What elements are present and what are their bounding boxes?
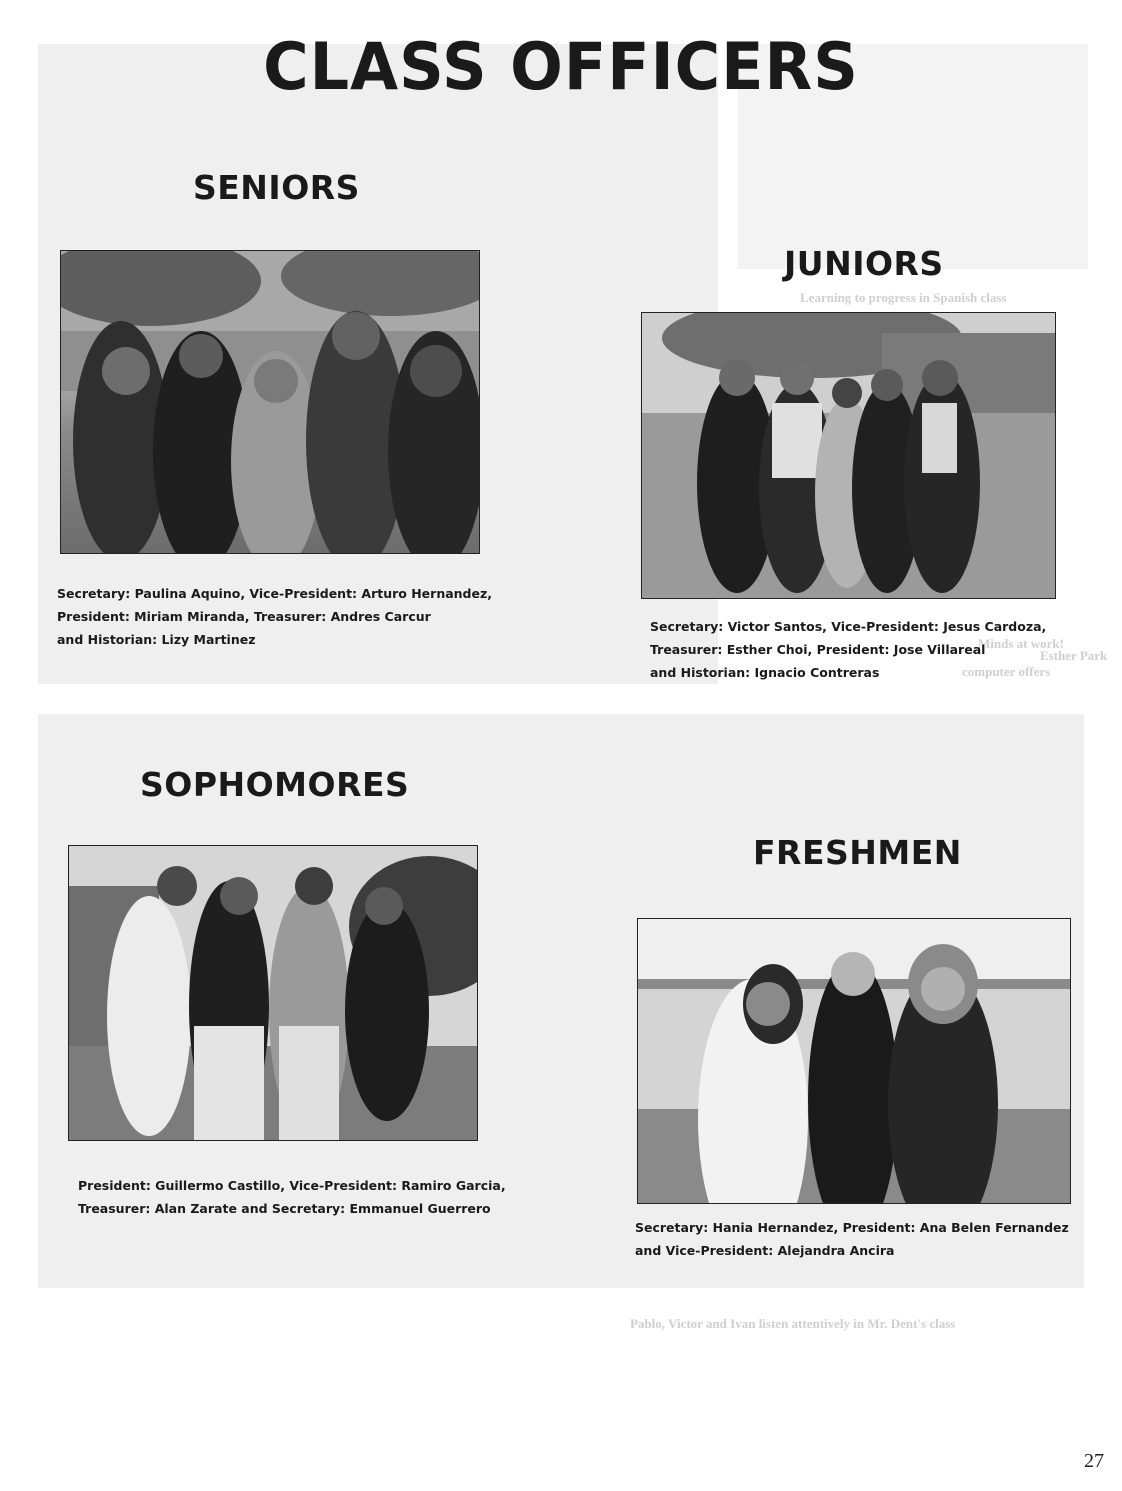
page-title: CLASS OFFICERS	[263, 28, 859, 105]
freshmen-heading: FRESHMEN	[753, 833, 962, 872]
seniors-heading: SENIORS	[193, 168, 360, 207]
bleed-through-text: Esther Park	[1040, 648, 1108, 663]
seniors-photo	[60, 250, 480, 554]
juniors-heading: JUNIORS	[784, 244, 944, 283]
bleed-through-text: Learning to progress in Spanish class	[800, 290, 1007, 305]
sophomores-photo	[68, 845, 478, 1141]
page-number: 27	[1084, 1450, 1104, 1472]
juniors-photo	[641, 312, 1056, 599]
sophomores-caption: President: Guillermo Castillo, Vice-President: Ramiro Garcia, Treasurer: Alan Zarate and Secretary: Emmanuel Guerrero	[78, 1178, 506, 1216]
freshmen-photo	[637, 918, 1071, 1204]
seniors-caption: Secretary: Paulina Aquino, Vice-President: Arturo Hernandez, President: Miriam Miranda, Treasurer: Andres Carcur and Historian: Lizy Martinez	[57, 586, 493, 647]
sophomores-heading: SOPHOMORES	[140, 765, 410, 804]
bleed-through-text: Pablo, Victor and Ivan listen attentively in Mr. Dent's class	[630, 1316, 956, 1331]
freshmen-caption: Secretary: Hania Hernandez, President: Ana Belen Fernandez and Vice-President: Alejandra Ancira	[635, 1220, 1069, 1258]
bleed-through-text: computer offers	[962, 664, 1051, 679]
juniors-caption: Secretary: Victor Santos, Vice-President: Jesus Cardoza, Treasurer: Esther Choi, President: Jose Villareal and Historian: Ignacio Contreras	[650, 619, 1047, 680]
bleed-through-text: Minds at work!	[978, 636, 1064, 651]
